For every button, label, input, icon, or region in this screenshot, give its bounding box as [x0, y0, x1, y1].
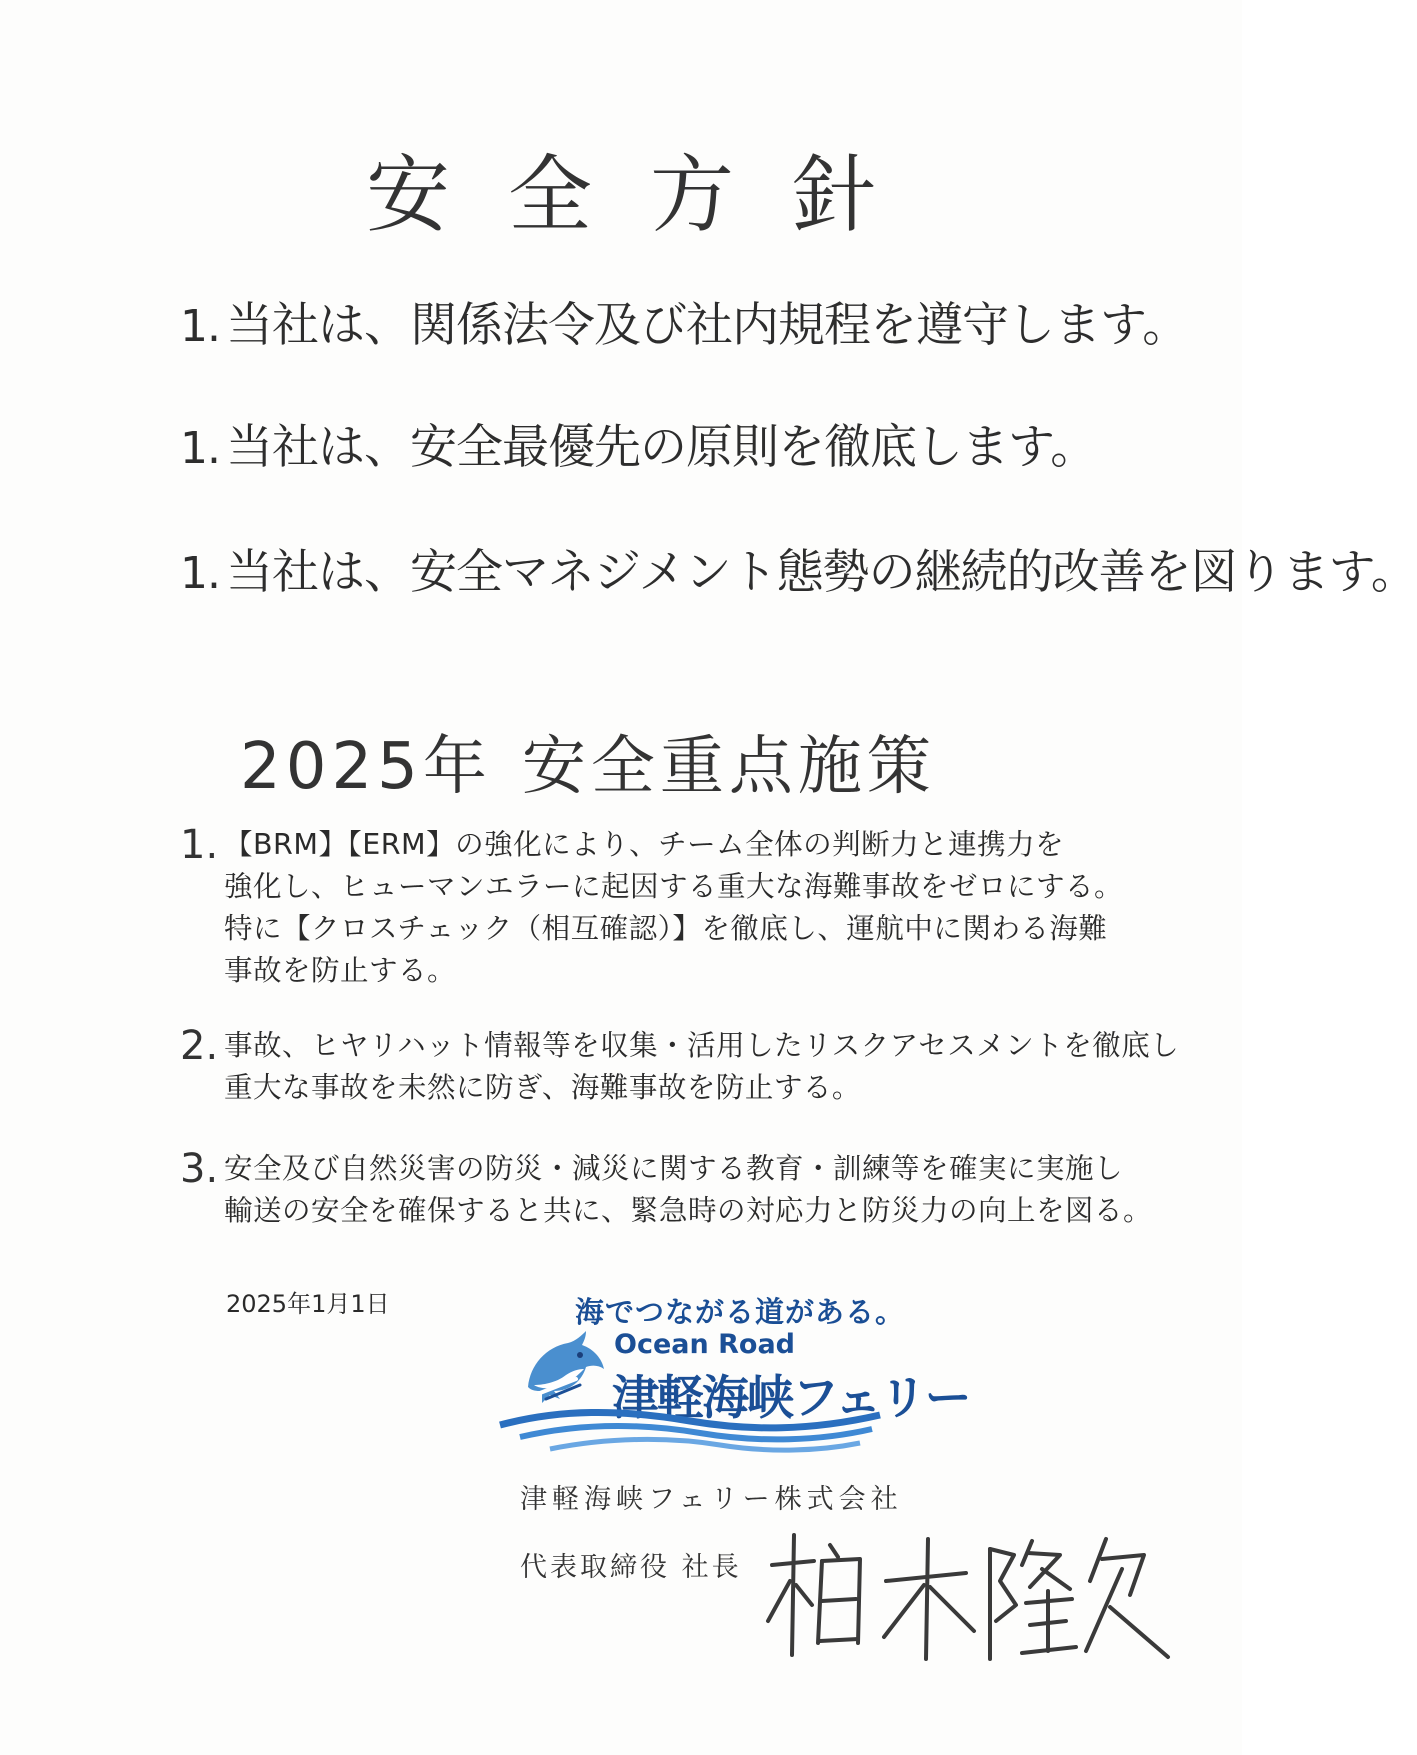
company-logo [500, 1325, 970, 1460]
measures-heading [240, 715, 936, 807]
policy-number: 1. [180, 548, 220, 599]
waves-icon [500, 1403, 880, 1459]
measures-heading-year: 2025年 [240, 730, 492, 804]
representative-title: 代表取締役 社長 [520, 1552, 742, 1583]
measure-line: 事故を防止する。 [224, 954, 457, 987]
policy-item [180, 410, 1096, 477]
logo-english-name: Ocean Road [614, 1329, 795, 1360]
logo-tagline: 海でつながる道がある。 [575, 1295, 906, 1329]
policy-item [180, 535, 1417, 602]
document-title: 安全方針 [365, 146, 934, 244]
issue-date: 2025年1月1日 [226, 1290, 390, 1318]
measure-number: 3. [180, 1146, 219, 1192]
measure-number: 2. [180, 1023, 219, 1069]
measure-line: 事故、ヒヤリハット情報等を収集・活用したリスクアセスメントを徹底し [224, 1029, 1180, 1062]
policy-number: 1. [180, 423, 220, 474]
measure-line: 重大な事故を未然に防ぎ、海難事故を防止する。 [224, 1071, 861, 1104]
measure-line: 強化し、ヒューマンエラーに起因する重大な海難事故をゼロにする。 [224, 870, 1124, 903]
logo-japanese-name: 津軽海峡フェリー [612, 1371, 970, 1426]
measures-heading-label: 安全重点施策 [521, 730, 936, 804]
policy-number: 1. [180, 301, 220, 352]
dolphin-icon [520, 1325, 610, 1415]
measure-line: 特に【クロスチェック（相互確認）】を徹底し、運航中に関わる海難 [224, 912, 1108, 945]
policy-text: 当社は、関係法令及び社内規程を遵守します。 [226, 298, 1189, 353]
signature-image [760, 1525, 1180, 1665]
measure-number: 1. [180, 822, 219, 868]
policy-text: 当社は、安全最優先の原則を徹底します。 [226, 420, 1097, 475]
measure-line: 【BRM】【ERM】の強化により、チーム全体の判断力と連携力を [224, 828, 1065, 861]
company-name: 津軽海峡フェリー株式会社 [520, 1484, 903, 1515]
measure-line: 輸送の安全を確保すると共に、緊急時の対応力と防災力の向上を図る。 [224, 1194, 1153, 1227]
policy-item [180, 288, 1188, 355]
policy-text: 当社は、安全マネジメント態勢の継続的改善を図ります。 [226, 545, 1417, 600]
measure-line: 安全及び自然災害の防災・減災に関する教育・訓練等を確実に実施し [224, 1152, 1124, 1185]
